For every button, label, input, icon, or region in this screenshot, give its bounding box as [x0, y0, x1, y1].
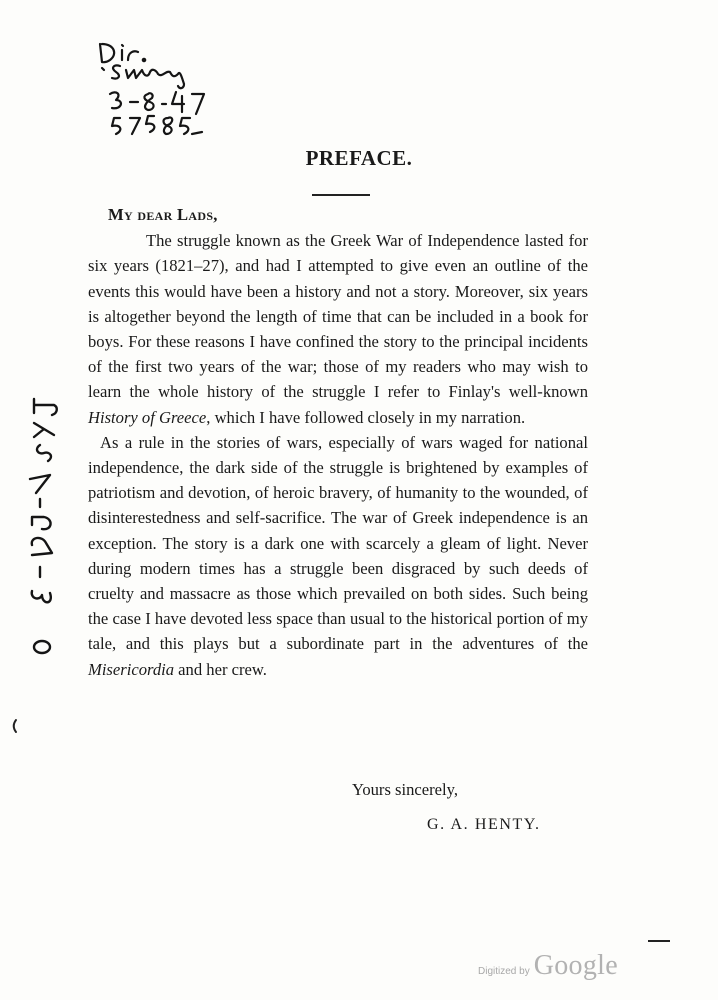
title-rule [312, 194, 370, 196]
google-logo-text: Google [533, 950, 618, 981]
paragraph-2-text-a: As a rule in the stories of wars, especially of wars waged for national independence, the dark side of the struggle is brightened by examples of patriotism and devotion, of heroic bravery, of humanity to the wounded, of disinterestedness and self-sacrifice. The war of Greek independence is an exception. The story is a dark one with scarcely a gleam of light. Never during modern times has a struggle been disgraced by such deeds of cruelty and massacre as those which prevailed on both sides. Such being the case I have devoted less space than usual to the historical portion of my tale, and this plays but a subordinate part in the adventures of the [88, 432, 588, 654]
preface-body [88, 202, 588, 682]
book-title-reference: History of Greece [88, 407, 207, 427]
paragraph-1-text-b: , which I have followed closely in my narration. [206, 407, 526, 427]
paragraph-1-text-a: The struggle known as the Greek War of Independence lasted for six years (1821–27), and had I attempted to give even an outline of the events this would have been a history and not a story. Moreover, six years is altogether beyond the length of time that can be included in a book for boys. For these reasons I have confined the story to the principal incidents of the first two years of the war; those of my readers who may wish to learn the whole history of the struggle I refer to Finlay's well-known [88, 231, 588, 402]
paragraph-1 [88, 228, 588, 430]
salutation: My dear Lads, [108, 205, 218, 224]
digitized-by-label: Digitized by [478, 966, 530, 977]
ship-name-reference: Misericordia [88, 659, 175, 679]
page-title: PREFACE. [305, 146, 413, 170]
closing-line: Yours sincerely, [352, 780, 459, 799]
digitized-watermark [478, 950, 618, 982]
margin-tick-mark [10, 718, 20, 734]
handwritten-library-note [92, 38, 222, 138]
paragraph-2 [88, 430, 588, 682]
author-signature: G. A. HENTY. [427, 816, 541, 833]
paragraph-2-text-b: and her crew. [174, 659, 267, 679]
handwritten-margin-note [20, 395, 68, 665]
footer-dash [648, 940, 670, 942]
